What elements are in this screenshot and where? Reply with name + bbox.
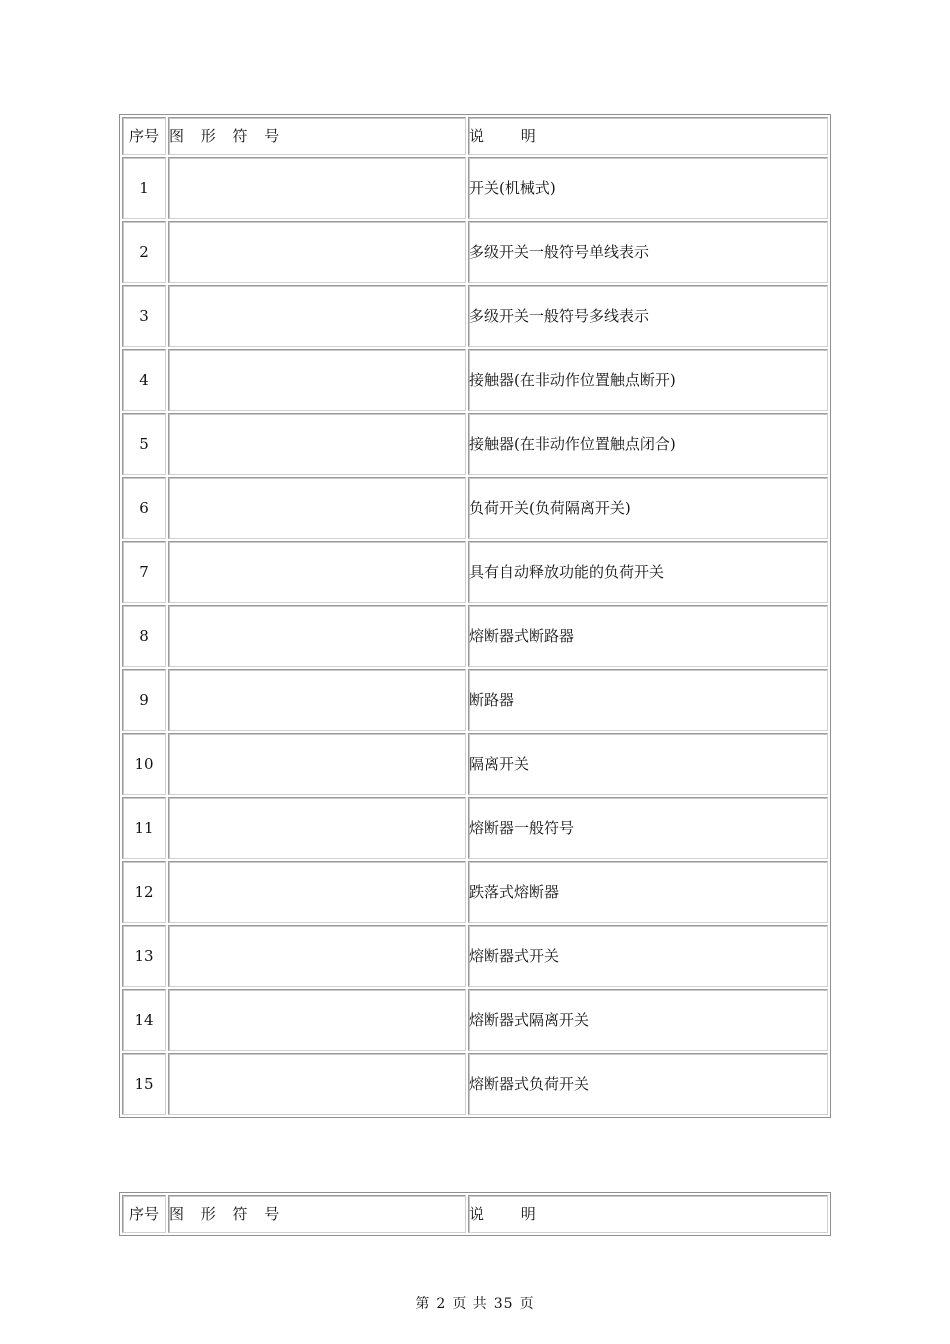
table-row: [122, 989, 828, 1051]
row-description: 开关(机械式): [468, 157, 828, 219]
row-number: 11: [122, 797, 166, 859]
row-symbol-cell: [168, 349, 466, 411]
table-row: [122, 861, 828, 923]
table-row: [122, 285, 828, 347]
table-row: [122, 157, 828, 219]
row-symbol-cell: [168, 605, 466, 667]
row-symbol-cell: [168, 861, 466, 923]
symbol-table-1: [119, 114, 831, 1118]
row-description: 多级开关一般符号单线表示: [468, 221, 828, 283]
table-row: [122, 541, 828, 603]
row-number: 13: [122, 925, 166, 987]
row-description: 断路器: [468, 669, 828, 731]
table-row: [122, 669, 828, 731]
row-description: 具有自动释放功能的负荷开关: [468, 541, 828, 603]
row-number: 1: [122, 157, 166, 219]
row-description: 熔断器式断路器: [468, 605, 828, 667]
table-row: [122, 605, 828, 667]
row-description: 熔断器式负荷开关: [468, 1053, 828, 1115]
table-row: [122, 733, 828, 795]
footer-total-pages: 35: [493, 1296, 514, 1312]
row-symbol-cell: [168, 221, 466, 283]
row-symbol-cell: [168, 669, 466, 731]
row-description: 熔断器式隔离开关: [468, 989, 828, 1051]
table-row: [122, 1053, 828, 1115]
row-number: 2: [122, 221, 166, 283]
footer-suffix: 页: [519, 1296, 535, 1312]
row-symbol-cell: [168, 1053, 466, 1115]
header-symbol: 图 形 符 号: [168, 1195, 466, 1233]
row-symbol-cell: [168, 925, 466, 987]
table-row: [122, 797, 828, 859]
row-symbol-cell: [168, 157, 466, 219]
row-description: 接触器(在非动作位置触点闭合): [468, 413, 828, 475]
header-symbol: 图 形 符 号: [168, 117, 466, 155]
row-number: 6: [122, 477, 166, 539]
row-number: 9: [122, 669, 166, 731]
row-description: 熔断器式开关: [468, 925, 828, 987]
row-symbol-cell: [168, 797, 466, 859]
footer-prefix: 第: [415, 1296, 431, 1312]
symbol-table-1-body: [122, 117, 828, 1115]
header-no: 序号: [122, 117, 166, 155]
symbol-table-2: [119, 1192, 831, 1236]
row-number: 14: [122, 989, 166, 1051]
row-description: 隔离开关: [468, 733, 828, 795]
row-symbol-cell: [168, 541, 466, 603]
footer-middle: 页 共: [452, 1296, 488, 1312]
row-number: 4: [122, 349, 166, 411]
row-description: 负荷开关(负荷隔离开关): [468, 477, 828, 539]
row-symbol-cell: [168, 989, 466, 1051]
row-number: 3: [122, 285, 166, 347]
row-number: 7: [122, 541, 166, 603]
table-row: [122, 925, 828, 987]
row-number: 8: [122, 605, 166, 667]
row-symbol-cell: [168, 413, 466, 475]
row-description: 接触器(在非动作位置触点断开): [468, 349, 828, 411]
footer-page-number: 2: [436, 1296, 447, 1312]
page-footer: [0, 1293, 950, 1313]
table-row: [122, 221, 828, 283]
row-description: 跌落式熔断器: [468, 861, 828, 923]
table-row: [122, 413, 828, 475]
row-number: 5: [122, 413, 166, 475]
row-symbol-cell: [168, 285, 466, 347]
row-symbol-cell: [168, 477, 466, 539]
table-header-row: [122, 1195, 828, 1233]
row-number: 10: [122, 733, 166, 795]
row-description: 熔断器一般符号: [468, 797, 828, 859]
header-no: 序号: [122, 1195, 166, 1233]
row-number: 12: [122, 861, 166, 923]
row-description: 多级开关一般符号多线表示: [468, 285, 828, 347]
header-description: 说 明: [468, 1195, 828, 1233]
row-symbol-cell: [168, 733, 466, 795]
table-row: [122, 349, 828, 411]
row-number: 15: [122, 1053, 166, 1115]
table-header-row: [122, 117, 828, 155]
table-row: [122, 477, 828, 539]
header-description: 说 明: [468, 117, 828, 155]
